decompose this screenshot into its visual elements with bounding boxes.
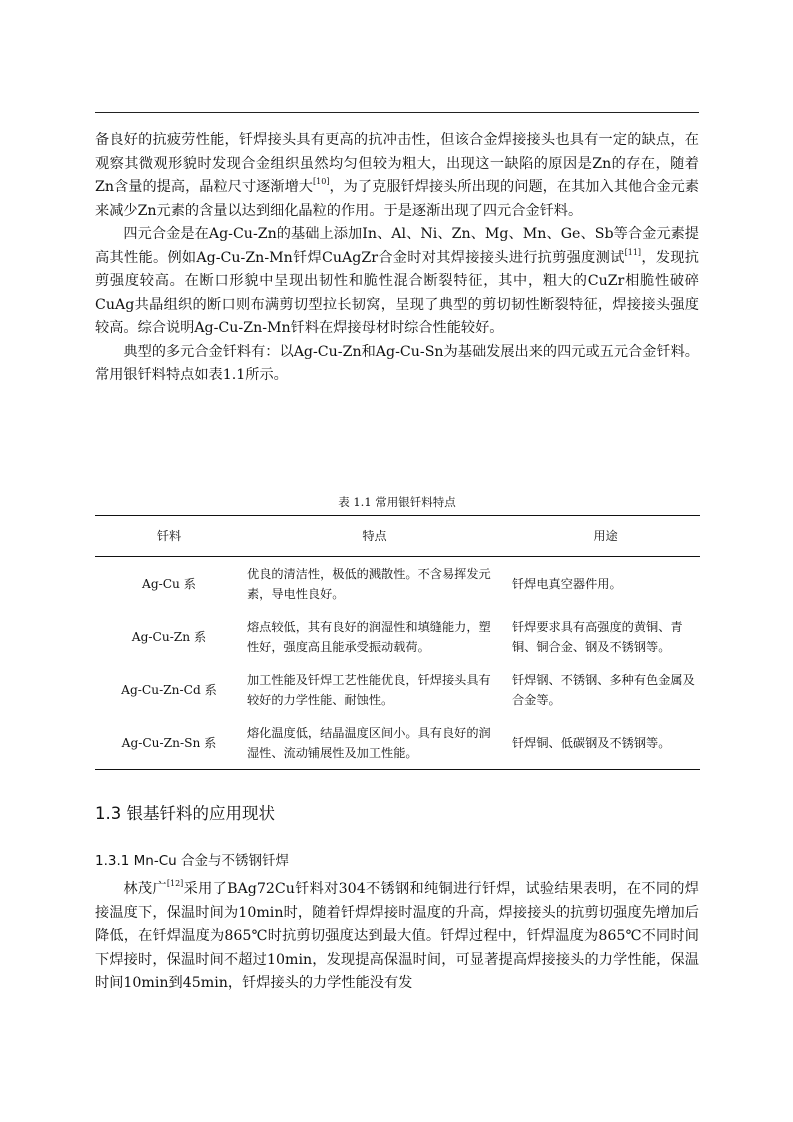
paragraph-1-text: 备良好的抗疲劳性能，钎焊接头具有更高的抗冲击性，但该合金焊接接头也具有一定的缺点，在观察其微观形貌时发现合金组织虽然均匀但较为粗大，出现这一缺陷的原因是Zn的存在，随着Zn含量的提高，晶粒尺寸逐渐增大 (95, 132, 699, 195)
paragraph-2-cont: ，发现抗剪强度较高。在断口形貌中呈现出韧性和脆性混合断裂特征，其中，粗大的CuZr相脆性破碎CuAg共晶组织的断口则布满剪切型拉长韧窝，呈现了典型的剪切韧性断裂特征，焊接接头强度较高。综合说明Ag-Cu-Zn-Mn钎料在焊接母材时综合性能较好。 (95, 249, 699, 336)
cell-solder: Ag-Cu-Zn-Cd 系 (121, 682, 217, 697)
author-name: 林茂广 (123, 881, 167, 897)
table-header-row (95, 516, 700, 557)
table-caption: 表 1.1 常用银钎料特点 (338, 495, 456, 509)
header-rule (95, 112, 699, 113)
header-features: 特点 (243, 516, 506, 557)
body-text-top (95, 129, 699, 388)
cell-uses: 钎焊钢、不锈钢、多种有色金属及合金等。 (512, 672, 695, 707)
cell-features: 熔点较低，其有良好的润湿性和填缝能力，塑性好，强度高且能承受振动载荷。 (247, 619, 491, 654)
paragraph-4-text: 采用了BAg72Cu钎料对304不锈钢和纯铜进行钎焊，试验结果表明，在不同的焊接温度下，保温时间为10min时，随着钎焊焊接时温度的升高，焊接接头的抗剪切强度先增加后降低，在钎焊温度为865℃时抗剪切强度达到最大值。钎焊过程中，钎焊温度为865℃不同时间下焊接时，保温时间不超过10min，发现提高保温时间，可显著提高焊接接头的力学性能，保温时间10min到45min，钎焊接头的力学性能没有发 (95, 881, 699, 991)
paragraph-3-text: 典型的多元合金钎料有：以Ag-Cu-Zn和Ag-Cu-Sn为基础发展出来的四元或五元合金钎料。常用银钎料特点如表1.1所示。 (95, 343, 699, 383)
cell-uses: 钎焊铜、低碳钢及不锈钢等。 (506, 716, 700, 770)
citation-12: [12] (166, 879, 184, 888)
cell-features: 加工性能及钎焊工艺性能优良，钎焊接头具有较好的力学性能、耐蚀性。 (247, 672, 491, 707)
cell-features: 熔化温度低，结晶温度区间小。具有良好的润湿性、流动铺展性及加工性能。 (243, 716, 506, 770)
cell-uses: 钎焊电真空器件用。 (512, 576, 622, 591)
citation-11: [11] (624, 247, 642, 257)
solder-table (95, 515, 700, 770)
paragraph-1-cont: ，为了克服钎焊接头所出现的问题，在其加入其他合金元素来减少Zn元素的含量以达到细化晶粒的作用。于是逐渐出现了四元合金钎料。 (95, 179, 699, 219)
cell-solder: Ag-Cu 系 (142, 576, 196, 591)
body-text-bottom (95, 878, 699, 996)
table-row (95, 663, 700, 716)
section-heading: 1.3 银基钎料的应用现状 (95, 804, 275, 823)
header-solder: 钎料 (95, 516, 243, 557)
subsection-heading: 1.3.1 Mn-Cu 合金与不锈钢钎焊 (95, 853, 289, 869)
paragraph-1 (95, 129, 699, 223)
table-row (95, 716, 700, 770)
table-row (95, 557, 700, 611)
table-row (95, 610, 700, 663)
paragraph-2 (95, 223, 699, 341)
citation-10: [10] (313, 177, 330, 186)
cell-features: 优良的清洁性，极低的溅散性。不含易挥发元素，导电性良好。 (247, 566, 491, 601)
paragraph-3 (95, 341, 699, 388)
paragraph-2-text: 四元合金是在Ag-Cu-Zn的基础上添加In、Al、Ni、Zn、Mg、Mn、Ge、Sb等合金元素提高其性能。例如Ag-Cu-Zn-Mn钎焊CuAgZr合金时对其焊接接头进行抗剪强度测试 (95, 226, 699, 266)
cell-solder: Ag-Cu-Zn-Sn 系 (95, 716, 243, 770)
paragraph-4 (95, 878, 699, 996)
cell-uses: 钎焊要求具有高强度的黄铜、青铜、铜合金、钢及不锈钢等。 (512, 619, 683, 654)
cell-solder: Ag-Cu-Zn 系 (131, 629, 207, 644)
header-uses: 用途 (506, 516, 700, 557)
